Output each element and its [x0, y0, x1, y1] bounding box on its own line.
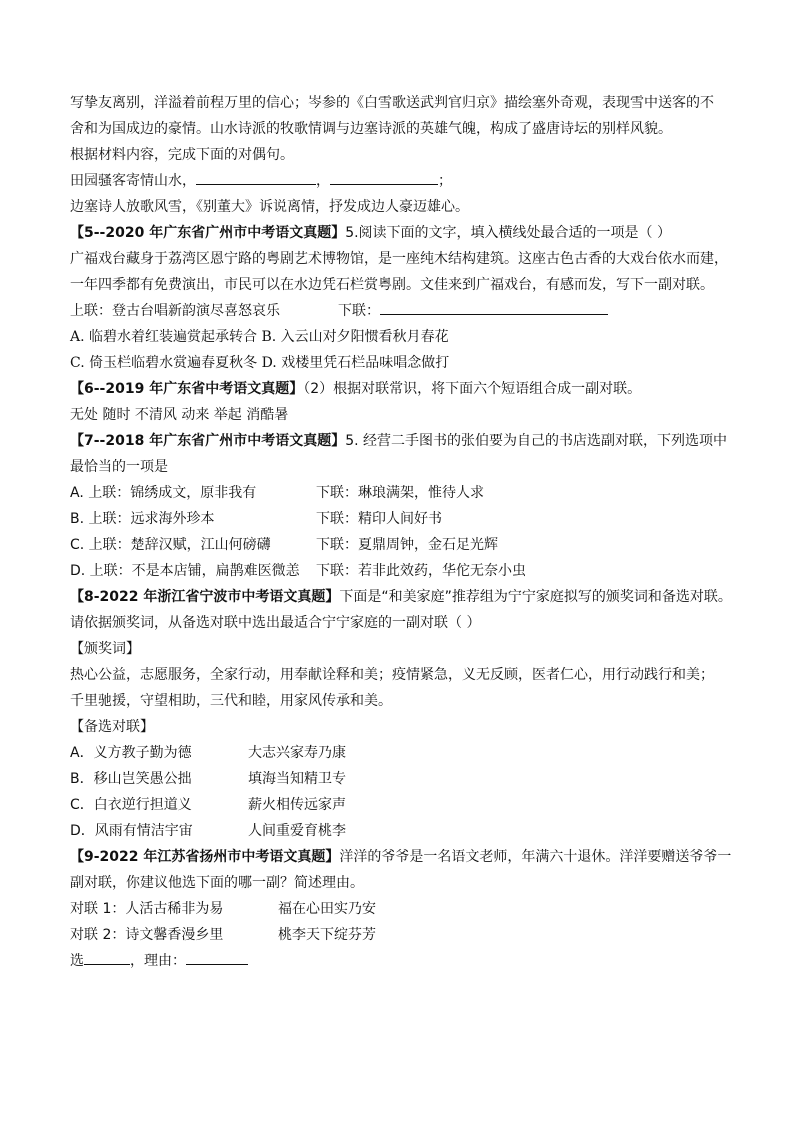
option-row: [70, 766, 730, 792]
intro-line: 写挚友离别，洋溢着前程万里的信心；岑参的《白雪歌送武判官归京》描绘塞外奇观，表现雪中送客的不: [70, 95, 714, 111]
couplet-fill-line: [70, 168, 730, 194]
question-stem: （2）根据对联常识，将下面六个短语组合成一副对联。: [303, 381, 642, 397]
couplet-upper: 对联 1：人活古稀非为易: [70, 901, 224, 917]
question-7-heading: [70, 428, 730, 454]
semicolon: ；: [438, 173, 452, 189]
question-source-tag: 【5--2020 年广东省广州市中考语文真题】: [70, 225, 346, 241]
option-line: C. 倚玉栏临碧水赏遍春夏秋冬 D. 戏楼里凭石栏品味唱念做打: [70, 355, 450, 371]
passage-line: 一年四季都有免费演出，市民可以在水边凭石栏赏粤剧。文佳来到广福戏台，有感而发，写下一副对联。: [70, 277, 714, 293]
question-source-tag: 【9-2022 年江苏省扬州市中考语文真题】: [70, 849, 340, 865]
question-source-tag: 【8-2022 年浙江省宁波市中考语文真题】: [70, 589, 340, 605]
reason-label: ，理由：: [130, 953, 186, 969]
question-5-heading: [70, 220, 730, 246]
lower-couplet-label: 下联：: [338, 303, 380, 319]
option-lower: 大志兴家寿乃康: [248, 745, 346, 761]
question-stem: 5.阅读下面的文字，填入横线处最合适的一项是（ ）: [345, 225, 672, 241]
couplet-upper: 对联 2：诗文馨香漫乡里: [70, 927, 224, 943]
answer-blank[interactable]: [196, 170, 316, 185]
couplet-lower: 福在心田实乃安: [278, 901, 376, 917]
option-lower: 薪火相传远家声: [248, 797, 346, 813]
award-text-line: 热心公益，志愿服务，全家行动，用奉献诠释和美；疫情紧急，义无反顾，医者仁心，用行动践行和美；: [70, 667, 714, 683]
couplet-row: [70, 298, 730, 324]
option-row: [70, 818, 730, 844]
option-row: [70, 740, 730, 766]
option-upper: D．风雨有情洁宇宙: [70, 823, 193, 839]
option-row: [70, 480, 730, 506]
couplet-line: 边塞诗人放歌风雪，《别董大》诉说离情，抒发成边人豪迈雄心。: [70, 199, 469, 215]
question-source-tag: 【7--2018 年广东省广州市中考语文真题】: [70, 433, 346, 449]
option-row: [70, 506, 730, 532]
reason-blank[interactable]: [186, 950, 248, 965]
answer-blank[interactable]: [380, 300, 608, 315]
option-lower: 下联：琳琅满架，惟待人求: [316, 485, 484, 501]
question-stem: 下面是“和美家庭”推荐组为宁宁家庭拟写的颁奖词和备选对联。: [339, 589, 732, 605]
section-heading: 【备选对联】: [70, 719, 154, 735]
option-upper: C. 上联：楚辞汉赋，江山何磅礴: [70, 537, 271, 553]
answer-line: [70, 948, 730, 974]
question-stem: 洋洋的爷爷是一名语文老师，年满六十退休。洋洋要赠送爷爷一: [339, 849, 732, 865]
question-8-heading: [70, 584, 730, 610]
award-text-line: 千里驰援，守望相助，三代和睦，用家风传承和美。: [70, 693, 392, 709]
question-stem: 5. 经营二手图书的张伯要为自己的书店选副对联，下列选项中: [345, 433, 728, 449]
answer-blank[interactable]: [330, 170, 438, 185]
option-row: [70, 532, 730, 558]
question-stem-continued: 最恰当的一项是: [70, 459, 168, 475]
couplet-fill-prefix: 田园骚客寄情山水，: [70, 173, 196, 189]
option-row: [70, 792, 730, 818]
option-lower: 下联：精印人间好书: [316, 511, 442, 527]
document-content: [70, 90, 730, 974]
choose-label: 选: [70, 953, 84, 969]
option-upper: D. 上联：不是本店铺，扁鹊难医微恙: [70, 563, 300, 579]
option-lower: 下联：夏鼎周钟，金石足光辉: [316, 537, 498, 553]
option-upper: A．义方教子勤为德: [70, 745, 192, 761]
section-heading: 【颁奖词】: [70, 641, 140, 657]
option-upper: A. 上联：锦绣成文，原非我有: [70, 485, 257, 501]
option-lower: 人间重爱育桃李: [248, 823, 346, 839]
question-source-tag: 【6--2019 年广东省中考语文真题】: [70, 381, 304, 397]
comma: ，: [316, 173, 330, 189]
choice-blank[interactable]: [84, 950, 130, 965]
option-upper: B．移山岂笑愚公拙: [70, 771, 192, 787]
phrase-list: 无处 随时 不清风 动来 举起 消酷暑: [70, 407, 289, 423]
couplet-lower: 桃李天下绽芬芳: [278, 927, 376, 943]
option-lower: 下联：若非此效药，华佗无奈小虫: [316, 563, 526, 579]
instruction-line: 根据材料内容，完成下面的对偶句。: [70, 147, 294, 163]
question-stem-continued: 副对联，你建议他选下面的哪一副？简述理由。: [70, 875, 364, 891]
option-lower: 填海当知精卫专: [248, 771, 346, 787]
couplet-pair: [70, 922, 730, 948]
option-row: [70, 558, 730, 584]
intro-line: 舍和为国成边的豪情。山水诗派的牧歌情调与边塞诗派的英雄气魄，构成了盛唐诗坛的别样风貌。: [70, 121, 672, 137]
upper-couplet: 上联：登古台唱新韵演尽喜怒哀乐: [70, 303, 280, 319]
couplet-pair: [70, 896, 730, 922]
question-6-heading: [70, 376, 730, 402]
option-upper: C．白衣逆行担道义: [70, 797, 192, 813]
option-line: A. 临碧水着红装遍赏起承转合 B. 入云山对夕阳惯看秋月春花: [70, 329, 449, 345]
question-stem-continued: 请依据颁奖词，从备选对联中选出最适合宁宁家庭的一副对联（ ）: [70, 615, 481, 631]
question-9-heading: [70, 844, 730, 870]
option-upper: B. 上联：远求海外珍本: [70, 511, 215, 527]
passage-line: 广福戏台藏身于荔湾区恩宁路的粤剧艺术博物馆，是一座纯木结构建筑。这座古色古香的大戏台依水而建，: [70, 251, 728, 267]
